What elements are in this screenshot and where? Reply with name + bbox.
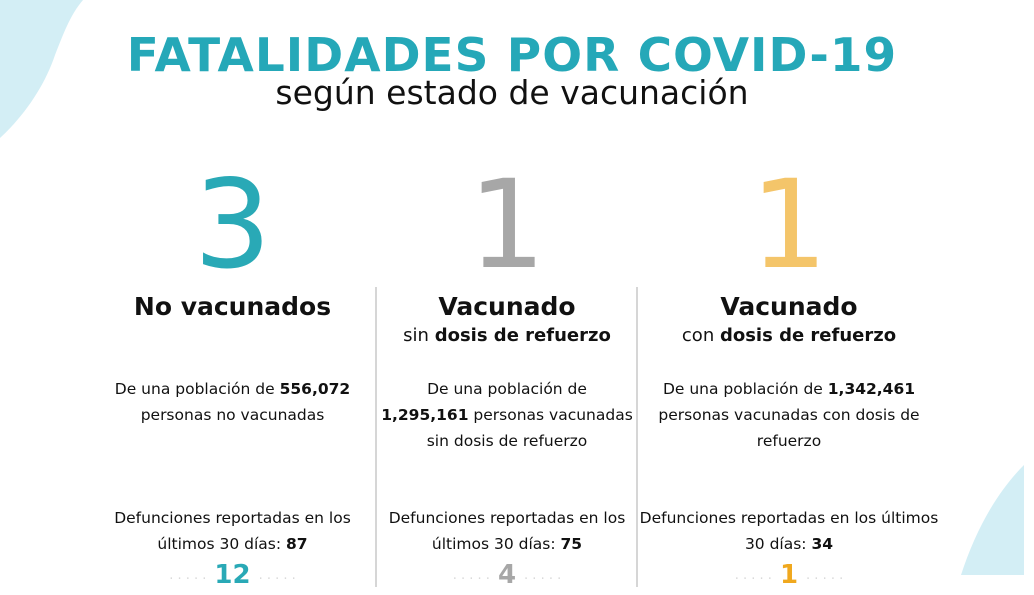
column-heading: Vacunado (438, 292, 576, 321)
decorative-blob-bottom-right (944, 465, 1024, 575)
deaths-value: 87 (286, 535, 308, 553)
column-divider-2 (636, 287, 638, 587)
population-value: 556,072 (279, 380, 351, 398)
deaths-text: Defunciones reportadas en los últimos 30 días: 87 (114, 509, 351, 553)
bottom-value: · · · · · 12 · · · · · (169, 560, 296, 590)
column-heading: Vacunado (720, 292, 858, 321)
page-title: FATALIDADES POR COVID-19 (126, 28, 898, 82)
fatality-count: 1 (750, 154, 828, 296)
column-heading: No vacunados (133, 292, 332, 321)
deaths-text: Defunciones reportadas en los últimos 30 días: 75 (388, 509, 626, 553)
column-divider-1 (375, 287, 377, 587)
deaths-value: 75 (560, 535, 583, 553)
fatality-count: 1 (468, 154, 546, 296)
deaths-text: Defunciones reportadas en los últimos 30 días: 34 (639, 509, 939, 553)
column-subheading: sin dosis de refuerzo (403, 325, 611, 346)
column-subheading: con dosis de refuerzo (681, 325, 897, 346)
bottom-value: · · · · · 4 · · · · · (452, 560, 562, 590)
population-text: De una población de 1,342,461 personas vacunadas con dosis de refuerzo (658, 380, 920, 450)
population-value: 1,295,161 (381, 406, 469, 424)
deaths-value: 34 (811, 535, 834, 553)
fatality-count: 3 (193, 154, 272, 296)
population-text: De una población de 556,072 personas no vacunadas (114, 380, 351, 424)
bottom-value: · · · · · 1 · · · · · (734, 560, 844, 590)
population-text: De una población de 1,295,161 personas vacunadas sin dosis de refuerzo (381, 380, 633, 450)
page-subtitle: según estado de vacunación (275, 73, 749, 112)
population-value: 1,342,461 (827, 380, 916, 398)
